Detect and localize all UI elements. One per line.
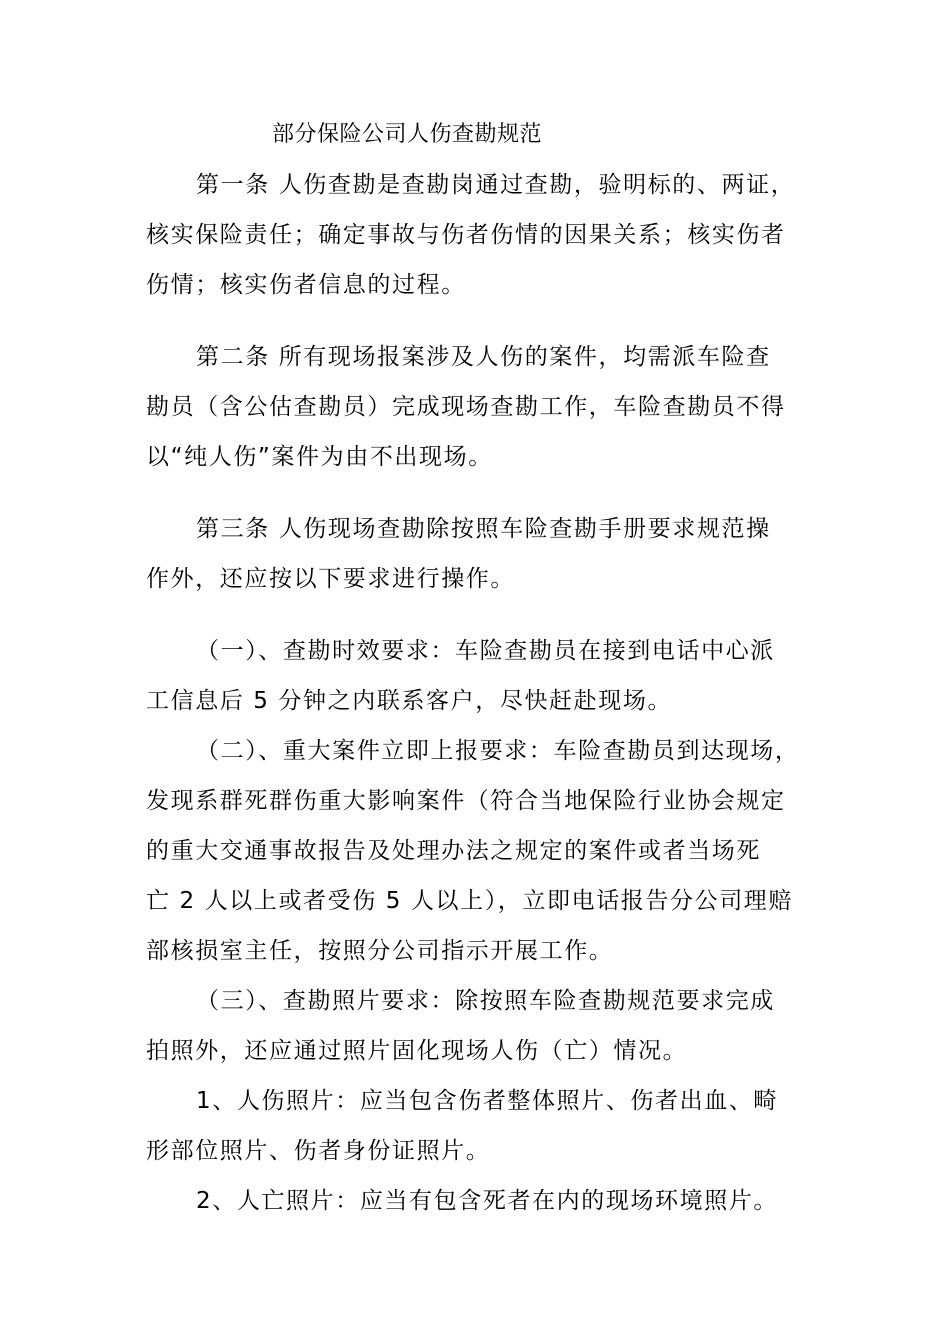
item-1-line-1: （一）、查勘时效要求：车险查勘员在接到电话中心派 bbox=[196, 638, 775, 664]
item-3-line-1: （三）、查勘照片要求：除按照车险查勘规范要求完成 bbox=[196, 988, 775, 1014]
article-2-line-1: 第二条 所有现场报案涉及人伤的案件，均需派车险查 bbox=[196, 344, 771, 370]
document-title: 部分保险公司人伤查勘规范 bbox=[272, 122, 543, 147]
article-2-line-2: 勘员（含公估查勘员）完成现场查勘工作，车险查勘员不得 bbox=[146, 394, 786, 420]
article-1-line-1: 第一条 人伤查勘是查勘岗通过查勘，验明标的、两证， bbox=[196, 172, 796, 198]
subitem-2-line-1: 2、人亡照片：应当有包含死者在内的现场环境照片。 bbox=[196, 1188, 779, 1214]
item-2-line-4: 亡 2 人以上或者受伤 5 人以上），立即电话报告分公司理赔 bbox=[146, 888, 794, 914]
article-1-line-2: 核实保险责任；确定事故与伤者伤情的因果关系；核实伤者 bbox=[146, 222, 786, 248]
item-2-line-3: 的重大交通事故报告及处理办法之规定的案件或者当场死 bbox=[146, 838, 761, 864]
article-3-line-2: 作外，还应按以下要求进行操作。 bbox=[146, 566, 515, 592]
subitem-1-line-1: 1、人伤照片：应当包含伤者整体照片、伤者出血、畸 bbox=[196, 1088, 779, 1114]
item-2-line-5: 部核损室主任，按照分公司指示开展工作。 bbox=[146, 938, 614, 964]
item-3-line-2: 拍照外，还应通过照片固化现场人伤（亡）情况。 bbox=[146, 1038, 688, 1064]
article-3-line-1: 第三条 人伤现场查勘除按照车险查勘手册要求规范操 bbox=[196, 516, 771, 542]
item-2-line-2: 发现系群死群伤重大影响案件（符合当地保险行业协会规定 bbox=[146, 788, 786, 814]
item-1-line-2: 工信息后 5 分钟之内联系客户，尽快赶赴现场。 bbox=[146, 688, 673, 714]
subitem-1-line-2: 形部位照片、伤者身份证照片。 bbox=[146, 1138, 491, 1164]
item-2-line-1: （二）、重大案件立即上报要求：车险查勘员到达现场， bbox=[196, 738, 800, 764]
article-2-line-3: 以“纯人伤”案件为由不出现场。 bbox=[146, 444, 493, 470]
article-1-line-3: 伤情；核实伤者信息的过程。 bbox=[146, 272, 466, 298]
